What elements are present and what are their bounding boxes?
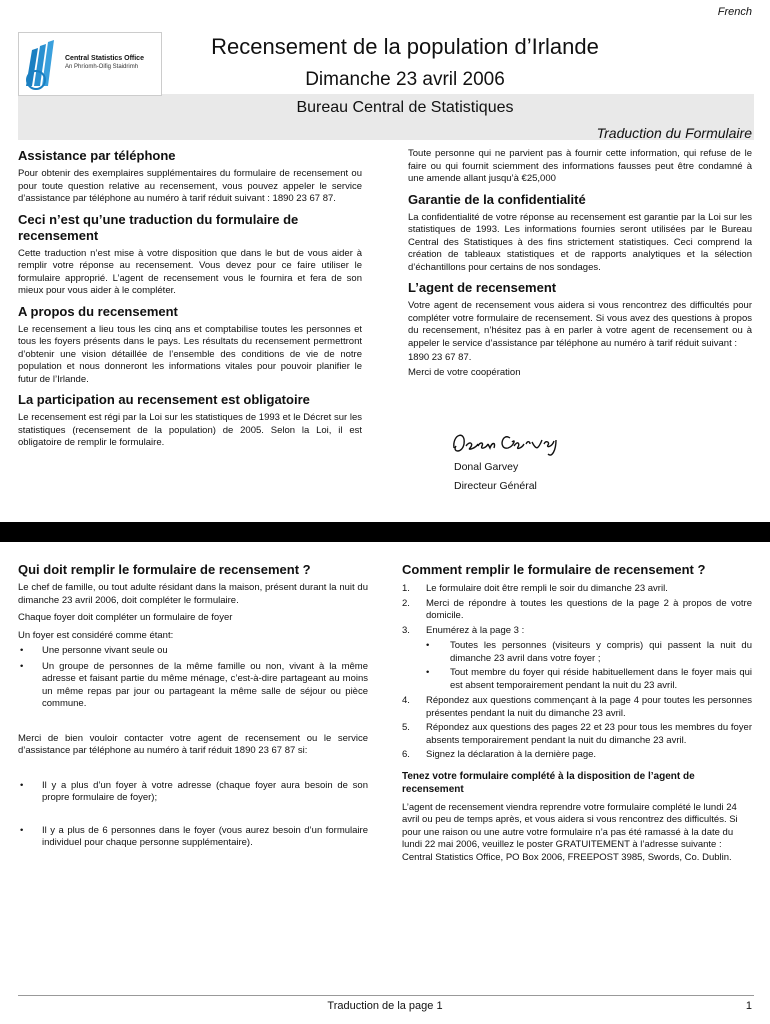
list-item: • Il y a plus de 6 personnes dans le foyer (vous aurez besoin d’un formulaire individuel pour chaque personne supplémentaire). — [20, 824, 368, 848]
list-item: • Il y a plus d’un foyer à votre adresse (chaque foyer aura besoin de son propre formulaire de foyer); — [20, 779, 368, 803]
signatory-name: Donal Garvey — [454, 461, 519, 473]
household-definition-list — [18, 645, 368, 711]
list-item: 2. Merci de répondre à toutes les questions de la page 2 à propos de votre domicile. — [402, 597, 752, 621]
translation-heading: Ceci n’est qu’une traduction du formulaire de recensement — [18, 211, 299, 243]
page-number: 1 — [745, 1000, 752, 1012]
list-item: • Un groupe de personnes de la même famille ou non, vivant à la même adresse et faisant partie du même ménage, c’est-à-dire partageant au moins un même repas par jour ou partageant la même salle de séjour ou pièce commune. — [20, 660, 368, 709]
about-census-heading: A propos du recensement — [18, 303, 178, 319]
who-section — [18, 562, 368, 850]
who-text-3: Un foyer est considéré comme étant: — [18, 629, 174, 641]
penalty-text: Toute personne qui ne parvient pas à fournir cette information, qui refuse de le faire ou qui fournit sciemment des informations fausses peut être condamné à une amende allant jusqu’à €25,000 — [408, 148, 752, 184]
section-divider-bar — [0, 522, 770, 542]
how-section — [402, 562, 752, 864]
page3-sub-list — [402, 640, 752, 692]
census-date: Dimanche 23 avril 2006 — [305, 69, 505, 90]
language-label: French — [717, 6, 752, 18]
list-item: 6. Signez la déclaration à la dernière page. — [402, 749, 597, 760]
page-title: Recensement de la population d’Irlande — [211, 34, 599, 59]
list-item: 5. Répondez aux questions des pages 22 et 23 pour tous les membres du foyer absents temporairement pendant la nuit du dimanche 23 avril. — [402, 722, 752, 746]
list-item: 1. Le formulaire doit être rempli le soir du dimanche 23 avril. — [402, 583, 668, 594]
logo-org-name-irish: An Phríomh-Oifig Staidrimh — [65, 64, 139, 70]
phone-assistance-heading: Assistance par téléphone — [18, 148, 176, 163]
translation-text: Cette traduction n’est mise à votre disposition que dans le but de vous aider à remplir votre réponse au recensement. Vous devez pour ce faire utiliser le formulaire approprié. L’agent de recensement vous le fournira et fera de son mieux pour vous aider à le compléter. — [18, 247, 362, 296]
signatory-role: Directeur Général — [454, 480, 537, 492]
who-heading: Qui doit remplir le formulaire de recensement ? — [18, 562, 311, 577]
signature-image — [448, 424, 568, 460]
steps-list — [402, 583, 752, 637]
mandatory-text: Le recensement est régi par la Loi sur les statistiques de 1993 et le Décret sur les statistiques (recensement de la population) de 2005. Selon la Loi, il est obligatoire de remplir le formulaire. — [18, 412, 362, 448]
agent-phone: 1890 23 67 87. — [408, 352, 472, 363]
logo-org-name: Central Statistics Office — [65, 55, 144, 62]
who-text-2: Chaque foyer doit compléter un formulaire de foyer — [18, 612, 233, 623]
agent-text: Votre agent de recensement vous aidera si vous rencontrez des difficultés pour compléter votre formulaire de recensement. Si vous avez des questions à propos du recensement, n’hésitez pas à en parler à votre agent de recensement ou à appeler le service d’assistance par téléphone au numéro à tarif réduit suivant : — [408, 300, 752, 349]
list-item: • Une personne vivant seule ou — [20, 645, 168, 656]
translation-label: Traduction du Formulaire — [596, 125, 752, 141]
phone-assistance-text: Pour obtenir des exemplaires supplémentaires du formulaire de recensement ou pour toute question relative au recensement, vous pouvez appeler le service d’assistance par téléphone au numéro à tarif réduit suivant : 1890 23 67 87. — [18, 168, 362, 204]
list-item: • Tout membre du foyer qui réside habituellement dans le foyer mais qui est absent temporairement pendant la nuit du 23 avril. — [426, 667, 752, 691]
mandatory-heading: La participation au recensement est obligatoire — [18, 392, 310, 407]
list-item: 4. Répondez aux questions commençant à la page 4 pour toutes les personnes présentes pendant la nuit du dimanche 23 avril. — [402, 695, 752, 719]
who-text-4: Merci de bien vouloir contacter votre agent de recensement ou le service d’assistance par téléphone au numéro à tarif réduit 1890 23 67 87 si: — [18, 732, 368, 756]
contact-conditions-list — [18, 780, 368, 850]
who-text-1: Le chef de famille, ou tout adulte résidant dans la maison, présent durant la nuit du dimanche 23 avril 2006, doit compléter le formulaire. — [18, 582, 368, 606]
bureau-name: Bureau Central de Statistiques — [296, 99, 514, 116]
right-column — [408, 148, 752, 379]
steps-list-continued — [402, 695, 752, 762]
how-heading: Comment remplir le formulaire de recensement ? — [402, 562, 706, 577]
about-census-text: Le recensement a lieu tous les cinq ans et comptabilise toutes les personnes et tous les foyers présents dans le pays. Les résultats du recensement permettront d’obtenir une vision détaillée de l’ensemble des conditions de vie de notre population et nous donneront les informations vitales pour pouvoir planifier le futur de l’Irlande. — [18, 323, 362, 385]
list-item: • Toutes les personnes (visiteurs y compris) qui passent la nuit du dimanche 23 avril dans votre foyer ; — [426, 640, 752, 664]
thanks-text: Merci de votre coopération — [408, 366, 521, 378]
footer-label: Traduction de la page 1 — [327, 1000, 443, 1012]
footer-divider — [18, 995, 754, 996]
confidentiality-heading: Garantie de la confidentialité — [408, 191, 586, 207]
collection-text: L’agent de recensement viendra reprendre votre formulaire complété le lundi 24 avril ou peu de temps après, et vous aidera si vous rencontrez des difficultés. Si pour une raison ou une autre votre formulaire n’a pas été ramassé à la date du lundi 22 mai 2006, veuillez le poster GRATUITEMENT à l’adresse suivante : Central Statistics Office, PO Box 2006, FREEPOST 3985, Swords, Co. Dublin. — [402, 801, 738, 863]
agent-heading: L’agent de recensement — [408, 280, 557, 295]
collection-heading: Tenez votre formulaire complété à la disposition de l’agent de recensement — [402, 770, 695, 795]
left-column — [18, 148, 362, 450]
confidentiality-text: La confidentialité de votre réponse au recensement est garantie par la Loi sur les statistiques de 1993. Les informations fournies seront utilisées par le Bureau Central des Statistiques à des fins strictement statistiques. Ceci comprend la création de tableaux statistiques et de rapports analytiques et la sélection d’échantillons pour certains de nos sondages. — [408, 211, 752, 273]
list-item: 3. Enumérez à la page 3 : — [402, 624, 525, 636]
